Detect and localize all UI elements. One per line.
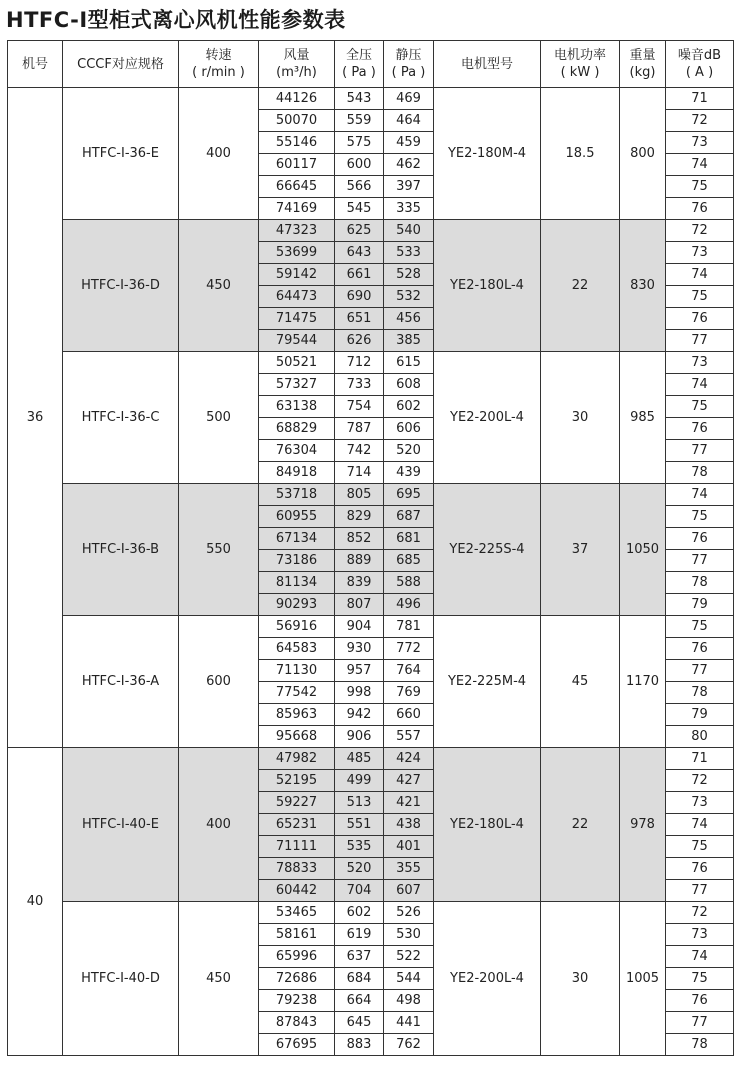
airflow-cell: 47982: [259, 748, 335, 770]
airflow-cell: 59142: [259, 264, 335, 286]
total-pressure-cell: 829: [335, 506, 384, 528]
weight-cell: 978: [620, 748, 666, 902]
airflow-cell: 47323: [259, 220, 335, 242]
total-pressure-cell: 684: [335, 968, 384, 990]
noise-cell: 75: [666, 616, 734, 638]
static-pressure-cell: 459: [384, 132, 434, 154]
static-pressure-cell: 615: [384, 352, 434, 374]
total-pressure-cell: 807: [335, 594, 384, 616]
motor-model-cell: YE2-225S-4: [434, 484, 541, 616]
airflow-cell: 66645: [259, 176, 335, 198]
table-row: [8, 748, 734, 770]
weight-cell: 1170: [620, 616, 666, 748]
static-pressure-cell: 544: [384, 968, 434, 990]
motor-power-cell: 30: [541, 352, 620, 484]
noise-cell: 77: [666, 440, 734, 462]
total-pressure-cell: 602: [335, 902, 384, 924]
header-motor-model: 电机型号: [434, 41, 541, 88]
total-pressure-cell: 883: [335, 1034, 384, 1056]
noise-cell: 74: [666, 154, 734, 176]
static-pressure-cell: 532: [384, 286, 434, 308]
total-pressure-cell: 626: [335, 330, 384, 352]
static-pressure-cell: 557: [384, 726, 434, 748]
noise-cell: 77: [666, 880, 734, 902]
airflow-cell: 79544: [259, 330, 335, 352]
static-pressure-cell: 522: [384, 946, 434, 968]
noise-cell: 75: [666, 836, 734, 858]
total-pressure-cell: 906: [335, 726, 384, 748]
static-pressure-cell: 397: [384, 176, 434, 198]
weight-cell: 800: [620, 88, 666, 220]
total-pressure-cell: 559: [335, 110, 384, 132]
total-pressure-cell: 661: [335, 264, 384, 286]
airflow-cell: 67695: [259, 1034, 335, 1056]
total-pressure-cell: 998: [335, 682, 384, 704]
cccf-spec-cell: HTFC-I-36-B: [63, 484, 179, 616]
total-pressure-cell: 545: [335, 198, 384, 220]
airflow-cell: 52195: [259, 770, 335, 792]
cccf-spec-cell: HTFC-I-36-E: [63, 88, 179, 220]
motor-model-cell: YE2-200L-4: [434, 352, 541, 484]
airflow-cell: 71475: [259, 308, 335, 330]
airflow-cell: 58161: [259, 924, 335, 946]
airflow-cell: 64583: [259, 638, 335, 660]
noise-cell: 73: [666, 924, 734, 946]
static-pressure-cell: 687: [384, 506, 434, 528]
page-title: HTFC-I型柜式离心风机性能参数表: [6, 8, 346, 32]
airflow-cell: 65996: [259, 946, 335, 968]
total-pressure-cell: 499: [335, 770, 384, 792]
total-pressure-cell: 889: [335, 550, 384, 572]
total-pressure-cell: 575: [335, 132, 384, 154]
static-pressure-cell: 335: [384, 198, 434, 220]
noise-cell: 75: [666, 968, 734, 990]
total-pressure-cell: 513: [335, 792, 384, 814]
header-speed: 转速 ( r/min ): [179, 41, 259, 88]
noise-cell: 78: [666, 462, 734, 484]
airflow-cell: 78833: [259, 858, 335, 880]
motor-power-cell: 22: [541, 748, 620, 902]
header-weight: 重量 (kg): [620, 41, 666, 88]
static-pressure-cell: 685: [384, 550, 434, 572]
performance-table: [7, 40, 734, 1056]
noise-cell: 71: [666, 748, 734, 770]
noise-cell: 73: [666, 352, 734, 374]
static-pressure-cell: 385: [384, 330, 434, 352]
airflow-cell: 50070: [259, 110, 335, 132]
motor-model-cell: YE2-200L-4: [434, 902, 541, 1056]
static-pressure-cell: 427: [384, 770, 434, 792]
airflow-cell: 81134: [259, 572, 335, 594]
speed-cell: 600: [179, 616, 259, 748]
noise-cell: 73: [666, 242, 734, 264]
static-pressure-cell: 606: [384, 418, 434, 440]
noise-cell: 74: [666, 264, 734, 286]
airflow-cell: 71111: [259, 836, 335, 858]
airflow-cell: 50521: [259, 352, 335, 374]
noise-cell: 75: [666, 396, 734, 418]
airflow-cell: 53718: [259, 484, 335, 506]
airflow-cell: 76304: [259, 440, 335, 462]
static-pressure-cell: 439: [384, 462, 434, 484]
cccf-spec-cell: HTFC-I-40-D: [63, 902, 179, 1056]
weight-cell: 1050: [620, 484, 666, 616]
static-pressure-cell: 462: [384, 154, 434, 176]
noise-cell: 77: [666, 330, 734, 352]
airflow-cell: 79238: [259, 990, 335, 1012]
noise-cell: 73: [666, 792, 734, 814]
static-pressure-cell: 781: [384, 616, 434, 638]
static-pressure-cell: 695: [384, 484, 434, 506]
static-pressure-cell: 526: [384, 902, 434, 924]
total-pressure-cell: 645: [335, 1012, 384, 1034]
airflow-cell: 56916: [259, 616, 335, 638]
total-pressure-cell: 643: [335, 242, 384, 264]
airflow-cell: 72686: [259, 968, 335, 990]
total-pressure-cell: 704: [335, 880, 384, 902]
airflow-cell: 59227: [259, 792, 335, 814]
static-pressure-cell: 424: [384, 748, 434, 770]
airflow-cell: 44126: [259, 88, 335, 110]
table-row: [8, 484, 734, 506]
total-pressure-cell: 754: [335, 396, 384, 418]
machine-no-cell: 40: [8, 748, 63, 1056]
total-pressure-cell: 942: [335, 704, 384, 726]
table-header-row: [8, 41, 734, 88]
total-pressure-cell: 805: [335, 484, 384, 506]
airflow-cell: 53699: [259, 242, 335, 264]
total-pressure-cell: 485: [335, 748, 384, 770]
motor-model-cell: YE2-225M-4: [434, 616, 541, 748]
static-pressure-cell: 528: [384, 264, 434, 286]
airflow-cell: 60117: [259, 154, 335, 176]
header-cccf-spec: CCCF对应规格: [63, 41, 179, 88]
noise-cell: 74: [666, 946, 734, 968]
speed-cell: 400: [179, 748, 259, 902]
cccf-spec-cell: HTFC-I-36-A: [63, 616, 179, 748]
airflow-cell: 67134: [259, 528, 335, 550]
noise-cell: 74: [666, 484, 734, 506]
header-static-pressure: 静压 ( Pa ): [384, 41, 434, 88]
airflow-cell: 95668: [259, 726, 335, 748]
noise-cell: 79: [666, 704, 734, 726]
weight-cell: 1005: [620, 902, 666, 1056]
static-pressure-cell: 764: [384, 660, 434, 682]
total-pressure-cell: 690: [335, 286, 384, 308]
static-pressure-cell: 588: [384, 572, 434, 594]
static-pressure-cell: 355: [384, 858, 434, 880]
total-pressure-cell: 839: [335, 572, 384, 594]
airflow-cell: 63138: [259, 396, 335, 418]
static-pressure-cell: 608: [384, 374, 434, 396]
noise-cell: 76: [666, 858, 734, 880]
noise-cell: 75: [666, 176, 734, 198]
airflow-cell: 68829: [259, 418, 335, 440]
total-pressure-cell: 957: [335, 660, 384, 682]
noise-cell: 79: [666, 594, 734, 616]
static-pressure-cell: 456: [384, 308, 434, 330]
total-pressure-cell: 904: [335, 616, 384, 638]
airflow-cell: 77542: [259, 682, 335, 704]
noise-cell: 78: [666, 682, 734, 704]
speed-cell: 400: [179, 88, 259, 220]
static-pressure-cell: 762: [384, 1034, 434, 1056]
airflow-cell: 53465: [259, 902, 335, 924]
total-pressure-cell: 733: [335, 374, 384, 396]
noise-cell: 72: [666, 902, 734, 924]
noise-cell: 77: [666, 1012, 734, 1034]
motor-power-cell: 45: [541, 616, 620, 748]
noise-cell: 74: [666, 374, 734, 396]
static-pressure-cell: 772: [384, 638, 434, 660]
airflow-cell: 73186: [259, 550, 335, 572]
speed-cell: 550: [179, 484, 259, 616]
header-total-pressure: 全压 ( Pa ): [335, 41, 384, 88]
airflow-cell: 60955: [259, 506, 335, 528]
noise-cell: 72: [666, 110, 734, 132]
airflow-cell: 64473: [259, 286, 335, 308]
airflow-cell: 74169: [259, 198, 335, 220]
static-pressure-cell: 530: [384, 924, 434, 946]
airflow-cell: 71130: [259, 660, 335, 682]
total-pressure-cell: 664: [335, 990, 384, 1012]
cccf-spec-cell: HTFC-I-40-E: [63, 748, 179, 902]
airflow-cell: 55146: [259, 132, 335, 154]
table-body: [8, 88, 734, 1056]
static-pressure-cell: 520: [384, 440, 434, 462]
total-pressure-cell: 566: [335, 176, 384, 198]
total-pressure-cell: 787: [335, 418, 384, 440]
airflow-cell: 65231: [259, 814, 335, 836]
static-pressure-cell: 464: [384, 110, 434, 132]
static-pressure-cell: 660: [384, 704, 434, 726]
static-pressure-cell: 496: [384, 594, 434, 616]
cccf-spec-cell: HTFC-I-36-C: [63, 352, 179, 484]
weight-cell: 830: [620, 220, 666, 352]
header-noise: 噪音dB ( A ): [666, 41, 734, 88]
noise-cell: 74: [666, 814, 734, 836]
header-motor-power: 电机功率 ( kW ): [541, 41, 620, 88]
total-pressure-cell: 852: [335, 528, 384, 550]
noise-cell: 80: [666, 726, 734, 748]
noise-cell: 77: [666, 660, 734, 682]
motor-model-cell: YE2-180L-4: [434, 220, 541, 352]
motor-power-cell: 22: [541, 220, 620, 352]
total-pressure-cell: 625: [335, 220, 384, 242]
static-pressure-cell: 533: [384, 242, 434, 264]
static-pressure-cell: 681: [384, 528, 434, 550]
total-pressure-cell: 520: [335, 858, 384, 880]
airflow-cell: 84918: [259, 462, 335, 484]
table-row: [8, 88, 734, 110]
noise-cell: 71: [666, 88, 734, 110]
airflow-cell: 85963: [259, 704, 335, 726]
noise-cell: 78: [666, 572, 734, 594]
noise-cell: 72: [666, 770, 734, 792]
weight-cell: 985: [620, 352, 666, 484]
static-pressure-cell: 438: [384, 814, 434, 836]
total-pressure-cell: 619: [335, 924, 384, 946]
static-pressure-cell: 498: [384, 990, 434, 1012]
noise-cell: 76: [666, 638, 734, 660]
noise-cell: 76: [666, 418, 734, 440]
airflow-cell: 57327: [259, 374, 335, 396]
noise-cell: 75: [666, 286, 734, 308]
motor-power-cell: 30: [541, 902, 620, 1056]
header-airflow: 风量 (m³/h): [259, 41, 335, 88]
total-pressure-cell: 651: [335, 308, 384, 330]
speed-cell: 500: [179, 352, 259, 484]
table-row: [8, 616, 734, 638]
table-row: [8, 220, 734, 242]
motor-model-cell: YE2-180L-4: [434, 748, 541, 902]
static-pressure-cell: 602: [384, 396, 434, 418]
motor-model-cell: YE2-180M-4: [434, 88, 541, 220]
static-pressure-cell: 769: [384, 682, 434, 704]
static-pressure-cell: 401: [384, 836, 434, 858]
total-pressure-cell: 551: [335, 814, 384, 836]
total-pressure-cell: 742: [335, 440, 384, 462]
static-pressure-cell: 469: [384, 88, 434, 110]
total-pressure-cell: 543: [335, 88, 384, 110]
total-pressure-cell: 535: [335, 836, 384, 858]
speed-cell: 450: [179, 902, 259, 1056]
noise-cell: 77: [666, 550, 734, 572]
motor-power-cell: 37: [541, 484, 620, 616]
noise-cell: 72: [666, 220, 734, 242]
total-pressure-cell: 930: [335, 638, 384, 660]
noise-cell: 78: [666, 1034, 734, 1056]
total-pressure-cell: 712: [335, 352, 384, 374]
noise-cell: 76: [666, 990, 734, 1012]
noise-cell: 75: [666, 506, 734, 528]
static-pressure-cell: 421: [384, 792, 434, 814]
static-pressure-cell: 540: [384, 220, 434, 242]
airflow-cell: 60442: [259, 880, 335, 902]
table-row: [8, 902, 734, 924]
total-pressure-cell: 600: [335, 154, 384, 176]
noise-cell: 76: [666, 308, 734, 330]
machine-no-cell: 36: [8, 88, 63, 748]
total-pressure-cell: 714: [335, 462, 384, 484]
table-row: [8, 352, 734, 374]
static-pressure-cell: 607: [384, 880, 434, 902]
header-machine-no: 机号: [8, 41, 63, 88]
noise-cell: 76: [666, 198, 734, 220]
total-pressure-cell: 637: [335, 946, 384, 968]
noise-cell: 76: [666, 528, 734, 550]
airflow-cell: 87843: [259, 1012, 335, 1034]
noise-cell: 73: [666, 132, 734, 154]
static-pressure-cell: 441: [384, 1012, 434, 1034]
cccf-spec-cell: HTFC-I-36-D: [63, 220, 179, 352]
speed-cell: 450: [179, 220, 259, 352]
motor-power-cell: 18.5: [541, 88, 620, 220]
airflow-cell: 90293: [259, 594, 335, 616]
